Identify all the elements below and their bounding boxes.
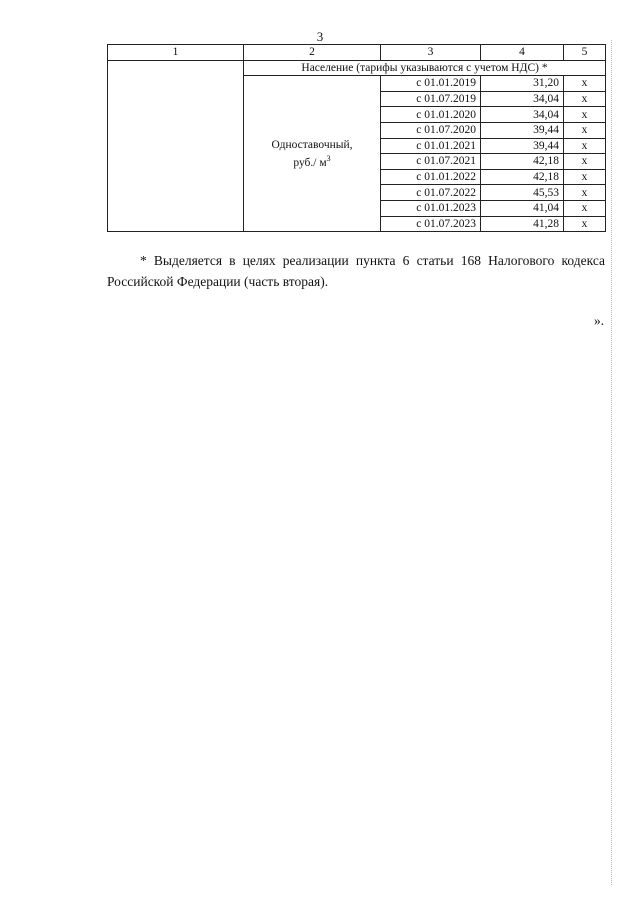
mark-cell: х	[564, 216, 606, 232]
date-cell: с 01.01.2023	[381, 200, 481, 216]
value-cell: 41,04	[481, 200, 564, 216]
mark-cell: х	[564, 138, 606, 154]
tariff-type-line1: Одноставочный,	[271, 138, 353, 151]
tariff-type-cell	[244, 76, 381, 232]
date-cell: с 01.07.2022	[381, 185, 481, 201]
header-cell: 4	[481, 45, 564, 61]
page-number: 3	[316, 29, 324, 44]
date-cell: с 01.01.2022	[381, 169, 481, 185]
tariff-type-line2	[244, 152, 380, 170]
value-cell: 39,44	[481, 138, 564, 154]
mark-cell: х	[564, 122, 606, 138]
value-cell: 31,20	[481, 76, 564, 92]
closing-quote: ».	[594, 313, 605, 328]
date-cell: с 01.01.2019	[381, 76, 481, 92]
scan-edge-line	[611, 40, 612, 885]
blank-cell	[108, 60, 244, 232]
header-cell: 3	[381, 45, 481, 61]
value-cell: 41,28	[481, 216, 564, 232]
section-row	[108, 60, 606, 76]
date-cell: с 01.07.2019	[381, 91, 481, 107]
mark-cell: х	[564, 200, 606, 216]
value-cell: 42,18	[481, 169, 564, 185]
header-cell: 2	[244, 45, 381, 61]
header-cell: 1	[108, 45, 244, 61]
value-cell: 39,44	[481, 122, 564, 138]
value-cell: 42,18	[481, 154, 564, 170]
tariff-unit: руб./ м	[293, 156, 327, 169]
date-cell: с 01.01.2020	[381, 107, 481, 123]
section-title: Население (тарифы указываются с учетом НДС) *	[244, 60, 606, 76]
value-cell: 45,53	[481, 185, 564, 201]
mark-cell: х	[564, 154, 606, 170]
date-cell: с 01.07.2021	[381, 154, 481, 170]
header-row	[108, 45, 606, 61]
tariff-unit-exponent: 3	[326, 153, 331, 163]
date-cell: с 01.07.2020	[381, 122, 481, 138]
value-cell: 34,04	[481, 107, 564, 123]
footnote	[107, 250, 605, 292]
header-cell: 5	[564, 45, 606, 61]
mark-cell: х	[564, 107, 606, 123]
date-cell: с 01.01.2021	[381, 138, 481, 154]
value-cell: 34,04	[481, 91, 564, 107]
mark-cell: х	[564, 91, 606, 107]
footnote-text: * Выделяется в целях реализации пункта 6 статьи 168 Налогового кодекса Российской Федерации (часть вторая).	[107, 253, 605, 289]
mark-cell: х	[564, 185, 606, 201]
tariff-table	[107, 44, 606, 232]
mark-cell: х	[564, 169, 606, 185]
date-cell: с 01.07.2023	[381, 216, 481, 232]
mark-cell: х	[564, 76, 606, 92]
